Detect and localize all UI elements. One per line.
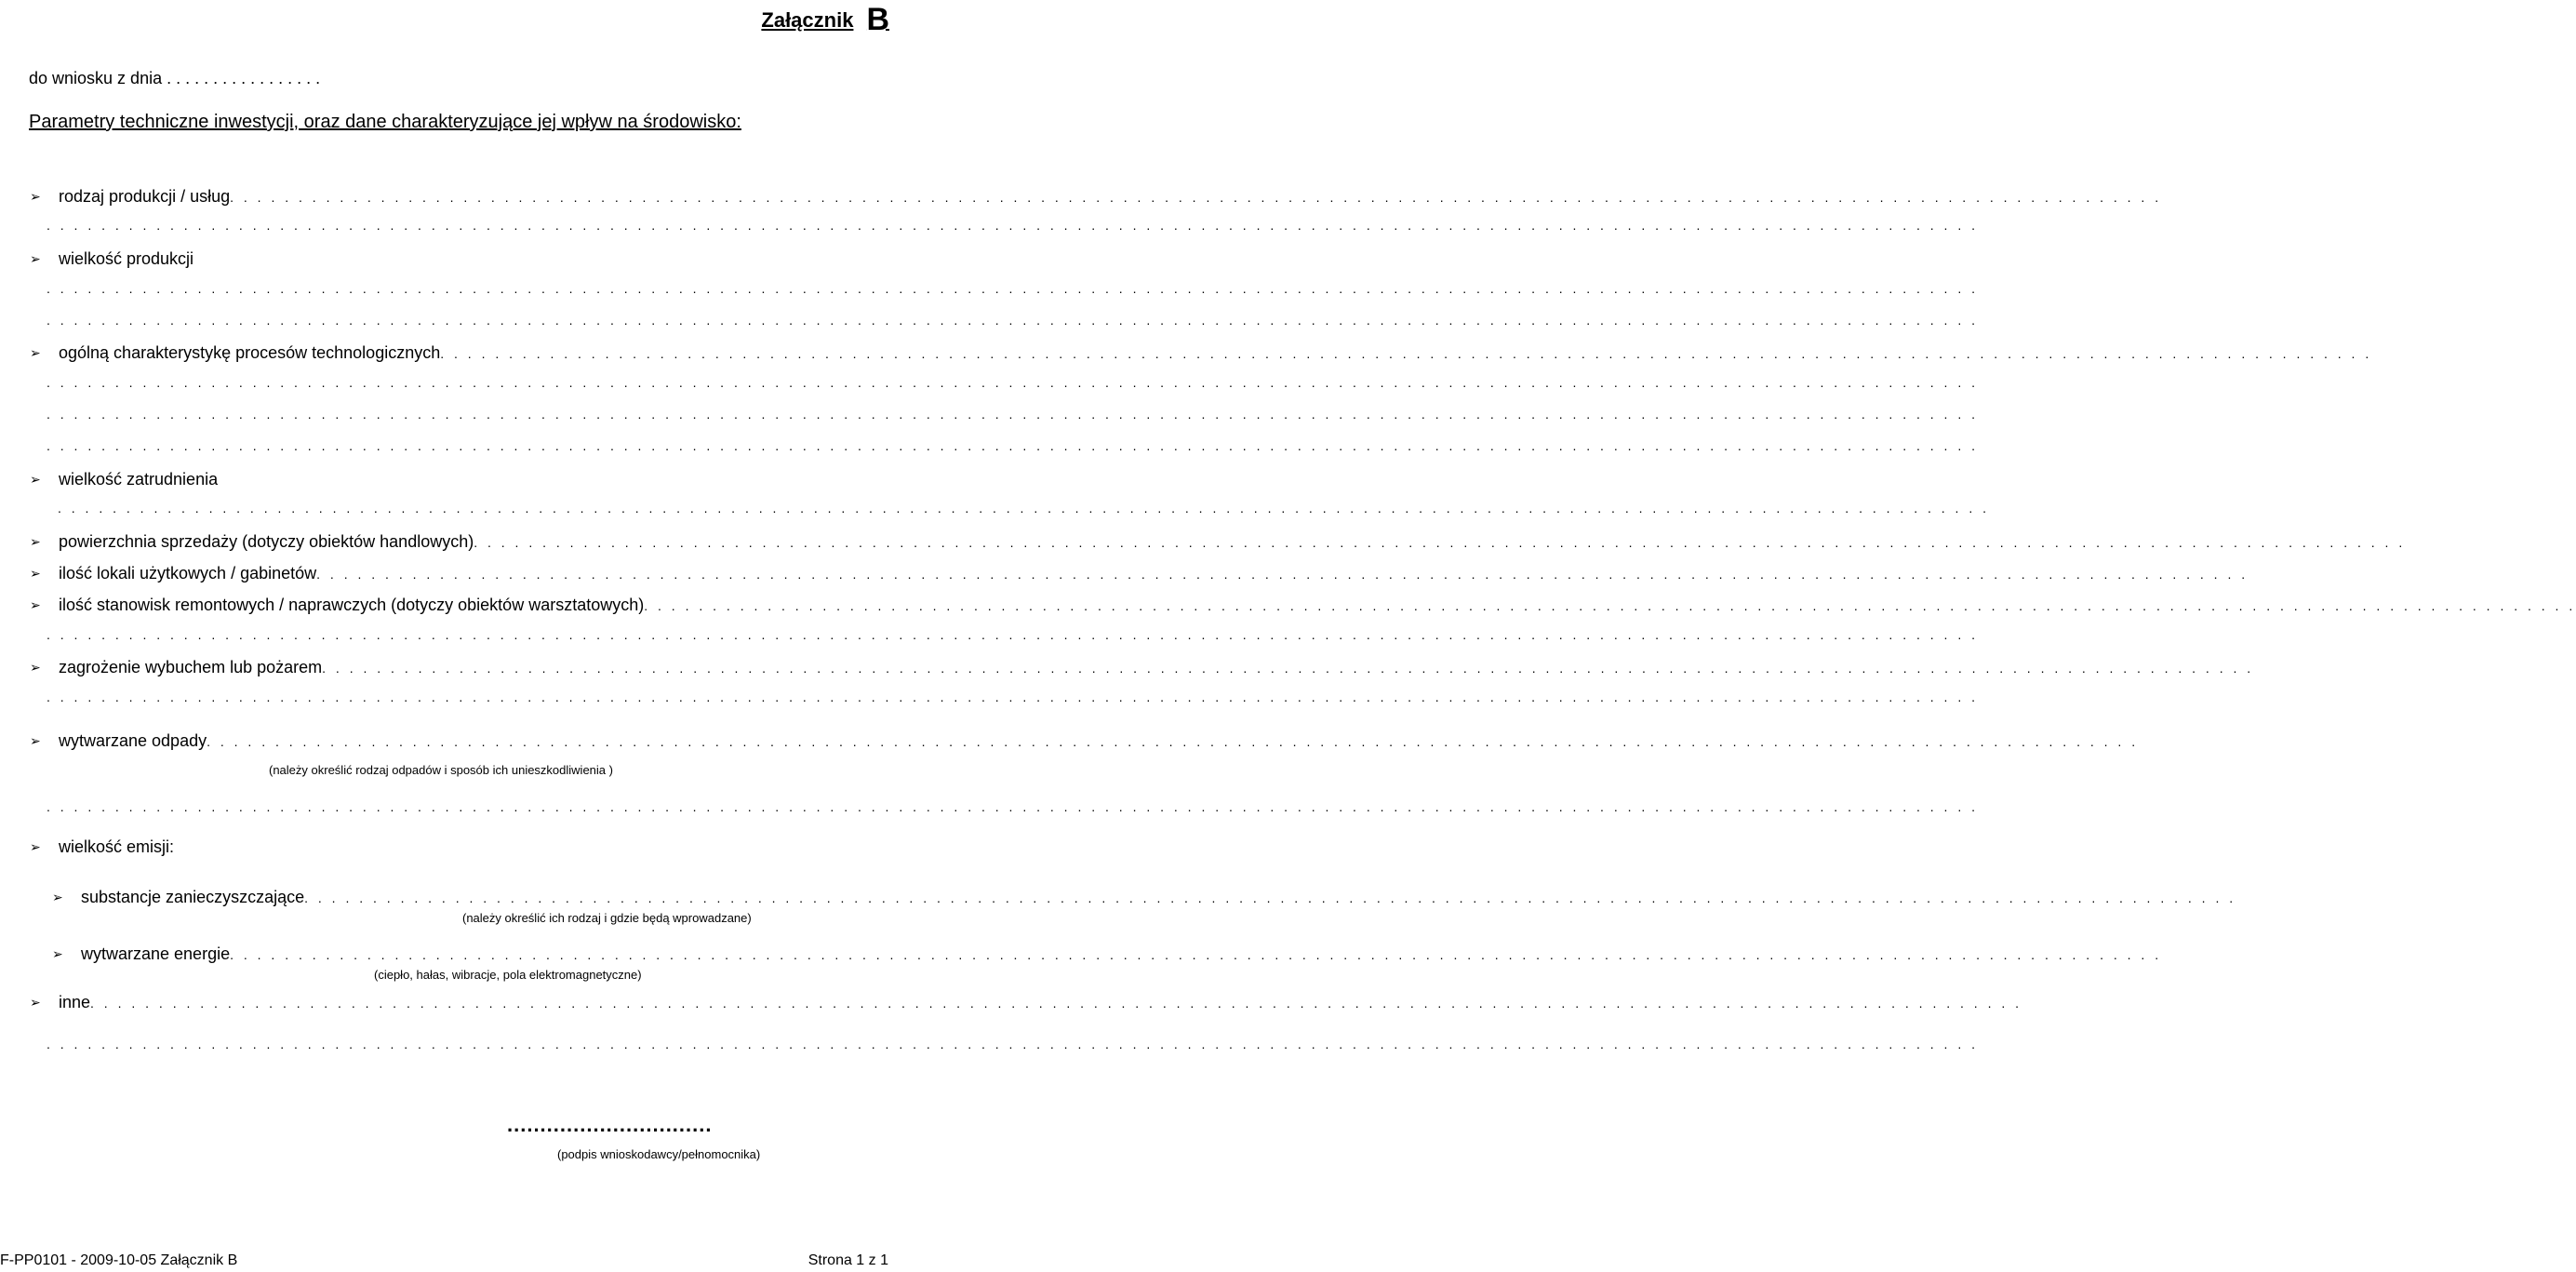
application-date-line: do wniosku z dnia . . . . . . . . . . . . . . . . . [29, 69, 321, 87]
field-label: wielkość produkcji [59, 249, 194, 268]
bullet-arrow-icon: ➢ [52, 946, 63, 961]
fill-line-row[interactable] [47, 313, 1979, 335]
field-label: inne [59, 993, 91, 1011]
bullet-arrow-icon: ➢ [30, 251, 41, 266]
signature-line[interactable]: ............................... [507, 1113, 713, 1136]
field-label: wielkość zatrudnienia [59, 470, 219, 489]
fill-line-row[interactable] [58, 501, 1990, 523]
pollutants-note: (należy określić ich rodzaj i gdzie będą wprowadzane) [462, 911, 752, 925]
fill-line[interactable]: . . . . . . . . . . . . . . . . . . . . . . . . . . . . . . . . . . . . . . . . . . . . . . . . . . . . . . . . . . . . . . . . . . . . . . . . . . . . . . . . . . . . . . . . . . . . . . . . . . . . . . . . . . . . . . . . . . . . . . . . . . . . . . . . . . . . . . . . . . . . . [47, 627, 1979, 642]
fill-line-row[interactable] [47, 438, 1979, 461]
fill-line-row[interactable] [47, 1037, 1979, 1059]
bullet-arrow-icon: ➢ [30, 534, 41, 549]
fill-line[interactable]: . . . . . . . . . . . . . . . . . . . . . . . . . . . . . . . . . . . . . . . . . . . . . . . . . . . . . . . . . . . . . . . . . . . . . . . . . . . . . . . . . . . . . . . . . . . . . . . . . . . . . . . . . . . . . . . . . . . . . . . . . . . . . . . . . . . . . . . . . . . . . [230, 190, 2162, 205]
fill-line[interactable]: . . . . . . . . . . . . . . . . . . . . . . . . . . . . . . . . . . . . . . . . . . . . . . . . . . . . . . . . . . . . . . . . . . . . . . . . . . . . . . . . . . . . . . . . . . . . . . . . . . . . . . . . . . . . . . . . . . . . . . . . . . . . . . . . . . . . . . . . . . . . . [207, 734, 2139, 749]
field-workstations-count [30, 596, 2576, 618]
bullet-arrow-icon: ➢ [30, 345, 41, 360]
fill-line[interactable]: . . . . . . . . . . . . . . . . . . . . . . . . . . . . . . . . . . . . . . . . . . . . . . . . . . . . . . . . . . . . . . . . . . . . . . . . . . . . . . . . . . . . . . . . . . . . . . . . . . . . . . . . . . . . . . . . . . . . . . . . . . . . . . . . . . . . . . . . . . . . . [47, 799, 1979, 814]
field-fire-hazard [30, 658, 2254, 680]
field-label: rodzaj produkcji / usług [59, 187, 231, 206]
fill-line-row[interactable] [47, 407, 1979, 429]
field-employment-size [30, 470, 886, 492]
bullet-arrow-icon: ➢ [30, 733, 41, 748]
fill-line[interactable]: . . . . . . . . . . . . . . . . . . . . . . . . . . . . . . . . . . . . . . . . . . . . . . . . . . . . . . . . . . . . . . . . . . . . . . . . . . . . . . . . . . . . . . . . . . . . . . . . . . . . . . . . . . . . . . . . . . . . . . . . . . . . . . . . . . . . . . . . . . . . . [230, 947, 2162, 962]
fill-line[interactable]: . . . . . . . . . . . . . . . . . . . . . . . . . . . . . . . . . . . . . . . . . . . . . . . . . . . . . . . . . . . . . . . . . . . . . . . . . . . . . . . . . . . . . . . . . . . . . . . . . . . . . . . . . . . . . . . . . . . . . . . . . . . . . . . . . . . . . . . . . . . . . [58, 501, 1990, 515]
attachment-title [761, 2, 889, 38]
bullet-arrow-icon: ➢ [30, 597, 41, 612]
bullet-arrow-icon: ➢ [30, 660, 41, 675]
fill-line-row[interactable] [47, 218, 1979, 240]
fill-line[interactable]: . . . . . . . . . . . . . . . . . . . . . . . . . . . . . . . . . . . . . . . . . . . . . . . . . . . . . . . . . . . . . . . . . . . . . . . . . . . . . . . . . . . . . . . . . . . . . . . . . . . . . . . . . . . . . . . . . . . . . . . . . . . . . . . . . . . . . . . . . . . . . [440, 346, 2372, 361]
field-process-description [30, 343, 2372, 366]
field-label: wytwarzane energie [81, 944, 231, 963]
attachment-label: Załącznik [761, 8, 854, 32]
field-label: powierzchnia sprzedaży (dotyczy obiektów handlowych) [59, 532, 474, 551]
bullet-arrow-icon: ➢ [30, 995, 41, 1010]
fill-line[interactable]: . . . . . . . . . . . . . . . . . . . . . . . . . . . . . . . . . . . . . . . . . . . . . . . . . . . . . . . . . . . . . . . . . . . . . . . . . . . . . . . . . . . . . . . . . . . . . . . . . . . . . . . . . . . . . . . . . . . . . . . . . . . . . . . . . . . . . . . . . . . . . [322, 661, 2254, 676]
attachment-letter: B [866, 2, 889, 37]
fill-line-row[interactable] [47, 627, 1979, 649]
field-other [30, 993, 2022, 1015]
fill-line-row[interactable] [47, 799, 1979, 822]
fill-line[interactable]: . . . . . . . . . . . . . . . . . . . . . . . . . . . . . . . . . . . . . . . . . . . . . . . . . . . . . . . . . . . . . . . . . . . . . . . . . . . . . . . . . . . . . . . . . . . . . . . . . . . . . . . . . . . . . . . . . . . . . . . . . . . . . . . . . . . . . . . . . . . . . [47, 313, 1979, 328]
bullet-arrow-icon: ➢ [52, 890, 63, 904]
bullet-arrow-icon: ➢ [30, 189, 41, 204]
fill-line[interactable]: . . . . . . . . . . . . . . . . . . . . . . . . . . . . . . . . . . . . . . . . . . . . . . . . . . . . . . . . . . . . . . . . . . . . . . . . . . . . . . . . . . . . . . . . . . . . . . . . . . . . . . . . . . . . . . . . . . . . . . . . . . . . . . . . . . . . . . . . . . . . . [316, 567, 2249, 582]
field-label: zagrożenie wybuchem lub pożarem [59, 658, 323, 676]
bullet-arrow-icon: ➢ [30, 566, 41, 581]
field-production-type [30, 187, 2162, 209]
field-pollutants [52, 888, 2236, 910]
fill-line[interactable]: . . . . . . . . . . . . . . . . . . . . . . . . . . . . . . . . . . . . . . . . . . . . . . . . . . . . . . . . . . . . . . . . . . . . . . . . . . . . . . . . . . . . . . . . . . . . . . . . . . . . . . . . . . . . . . . . . . . . . . . . . . . . . . . . . . . . . . . . . . . . . [47, 281, 1979, 296]
waste-note: (należy określić rodzaj odpadów i sposób ich unieszkodliwienia ) [269, 763, 613, 777]
section-title: Parametry techniczne inwestycji, oraz dane charakteryzujące jej wpływ na środowisko: [29, 112, 741, 132]
fill-line[interactable]: . . . . . . . . . . . . . . . . . . . . . . . . . . . . . . . . . . . . . . . . . . . . . . . . . . . . . . . . . . . . . . . . . . . . . . . . . . . . . . . . . . . . . . . . . . . . . . . . . . . . . . . . . . . . . . . . . . . . . . . . . . . . . . . . . . . . . . . . . . . . . [47, 438, 1979, 453]
fill-line[interactable]: . . . . . . . . . . . . . . . . . . . . . . . . . . . . . . . . . . . . . . . . . . . . . . . . . . . . . . . . . . . . . . . . . . . . . . . . . . . . . . . . . . . . . . . . . . . . . . . . . . . . . . . . . . . . . . . . . . . . . . . . . . . . . . . . . . . . . . . . . . . . . [47, 375, 1979, 390]
field-emissions [30, 837, 886, 860]
fill-line-row[interactable] [47, 281, 1979, 303]
field-units-count [30, 564, 2249, 586]
field-energy [52, 944, 2162, 967]
field-label: wielkość emisji: [59, 837, 175, 856]
field-label: ogólną charakterystykę procesów technologicznych [59, 343, 441, 362]
fill-line[interactable]: . . . . . . . . . . . . . . . . . . . . . . . . . . . . . . . . . . . . . . . . . . . . . . . . . . . . . . . . . . . . . . . . . . . . . . . . . . . . . . . . . . . . . . . . . . . . . . . . . . . . . . . . . . . . . . . . . . . . . . . . . . . . . . . . . . . . . . . . . . . . . [474, 535, 2406, 550]
fill-line[interactable]: . . . . . . . . . . . . . . . . . . . . . . . . . . . . . . . . . . . . . . . . . . . . . . . . . . . . . . . . . . . . . . . . . . . . . . . . . . . . . . . . . . . . . . . . . . . . . . . . . . . . . . . . . . . . . . . . . . . . . . . . . . . . . . . . . . . . . . . . . . . . . [47, 690, 1979, 704]
footer-form-code: F-PP0101 - 2009-10-05 Załącznik B [0, 1252, 238, 1268]
field-label: ilość stanowisk remontowych / naprawczych (dotyczy obiektów warsztatowych) [59, 596, 645, 614]
field-label: substancje zanieczyszczające [81, 888, 305, 906]
bullet-arrow-icon: ➢ [30, 472, 41, 487]
field-label: ilość lokali użytkowych / gabinetów [59, 564, 317, 582]
fill-line-row[interactable] [47, 690, 1979, 712]
fill-line[interactable]: . . . . . . . . . . . . . . . . . . . . . . . . . . . . . . . . . . . . . . . . . . . . . . . . . . . . . . . . . . . . . . . . . . . . . . . . . . . . . . . . . . . . . . . . . . . . . . . . . . . . . . . . . . . . . . . . . . . . . . . . . . . . . . . . . . . . . . . . . . . . . [304, 890, 2236, 905]
bullet-arrow-icon: ➢ [30, 839, 41, 854]
field-waste [30, 731, 2139, 754]
fill-line[interactable]: . . . . . . . . . . . . . . . . . . . . . . . . . . . . . . . . . . . . . . . . . . . . . . . . . . . . . . . . . . . . . . . . . . . . . . . . . . . . . . . . . . . . . . . . . . . . . . . . . . . . . . . . . . . . . . . . . . . . . . . . . . . . . . . . . . . . . . . . . . . . . [47, 407, 1979, 422]
fill-line[interactable]: . . . . . . . . . . . . . . . . . . . . . . . . . . . . . . . . . . . . . . . . . . . . . . . . . . . . . . . . . . . . . . . . . . . . . . . . . . . . . . . . . . . . . . . . . . . . . . . . . . . . . . . . . . . . . . . . . . . . . . . . . . . . . . . . . . . . . . . . . . . . . [90, 996, 2022, 1011]
signature-label: (podpis wnioskodawcy/pełnomocnika) [557, 1147, 761, 1161]
fill-line[interactable]: . . . . . . . . . . . . . . . . . . . . . . . . . . . . . . . . . . . . . . . . . . . . . . . . . . . . . . . . . . . . . . . . . . . . . . . . . . . . . . . . . . . . . . . . . . . . . . . . . . . . . . . . . . . . . . . . . . . . . . . . . . . . . . . . . . . . . . . . . . . . . [47, 218, 1979, 233]
fill-line[interactable]: . . . . . . . . . . . . . . . . . . . . . . . . . . . . . . . . . . . . . . . . . . . . . . . . . . . . . . . . . . . . . . . . . . . . . . . . . . . . . . . . . . . . . . . . . . . . . . . . . . . . . . . . . . . . . . . . . . . . . . . . . . . . . . . . . . . . . . . . . . . . . [47, 1037, 1979, 1051]
fill-line-row[interactable] [47, 375, 1979, 397]
footer-page-number: Strona 1 z 1 [808, 1252, 888, 1268]
field-production-size [30, 249, 886, 272]
energy-note: (ciepło, hałas, wibracje, pola elektromagnetyczne) [374, 968, 642, 982]
field-sales-area [30, 532, 2406, 555]
fill-line[interactable]: . . . . . . . . . . . . . . . . . . . . . . . . . . . . . . . . . . . . . . . . . . . . . . . . . . . . . . . . . . . . . . . . . . . . . . . . . . . . . . . . . . . . . . . . . . . . . . . . . . . . . . . . . . . . . . . . . . . . . . . . . . . . . . . . . . . . . . . . . . . . . [644, 598, 2576, 613]
field-label: wytwarzane odpady [59, 731, 207, 750]
